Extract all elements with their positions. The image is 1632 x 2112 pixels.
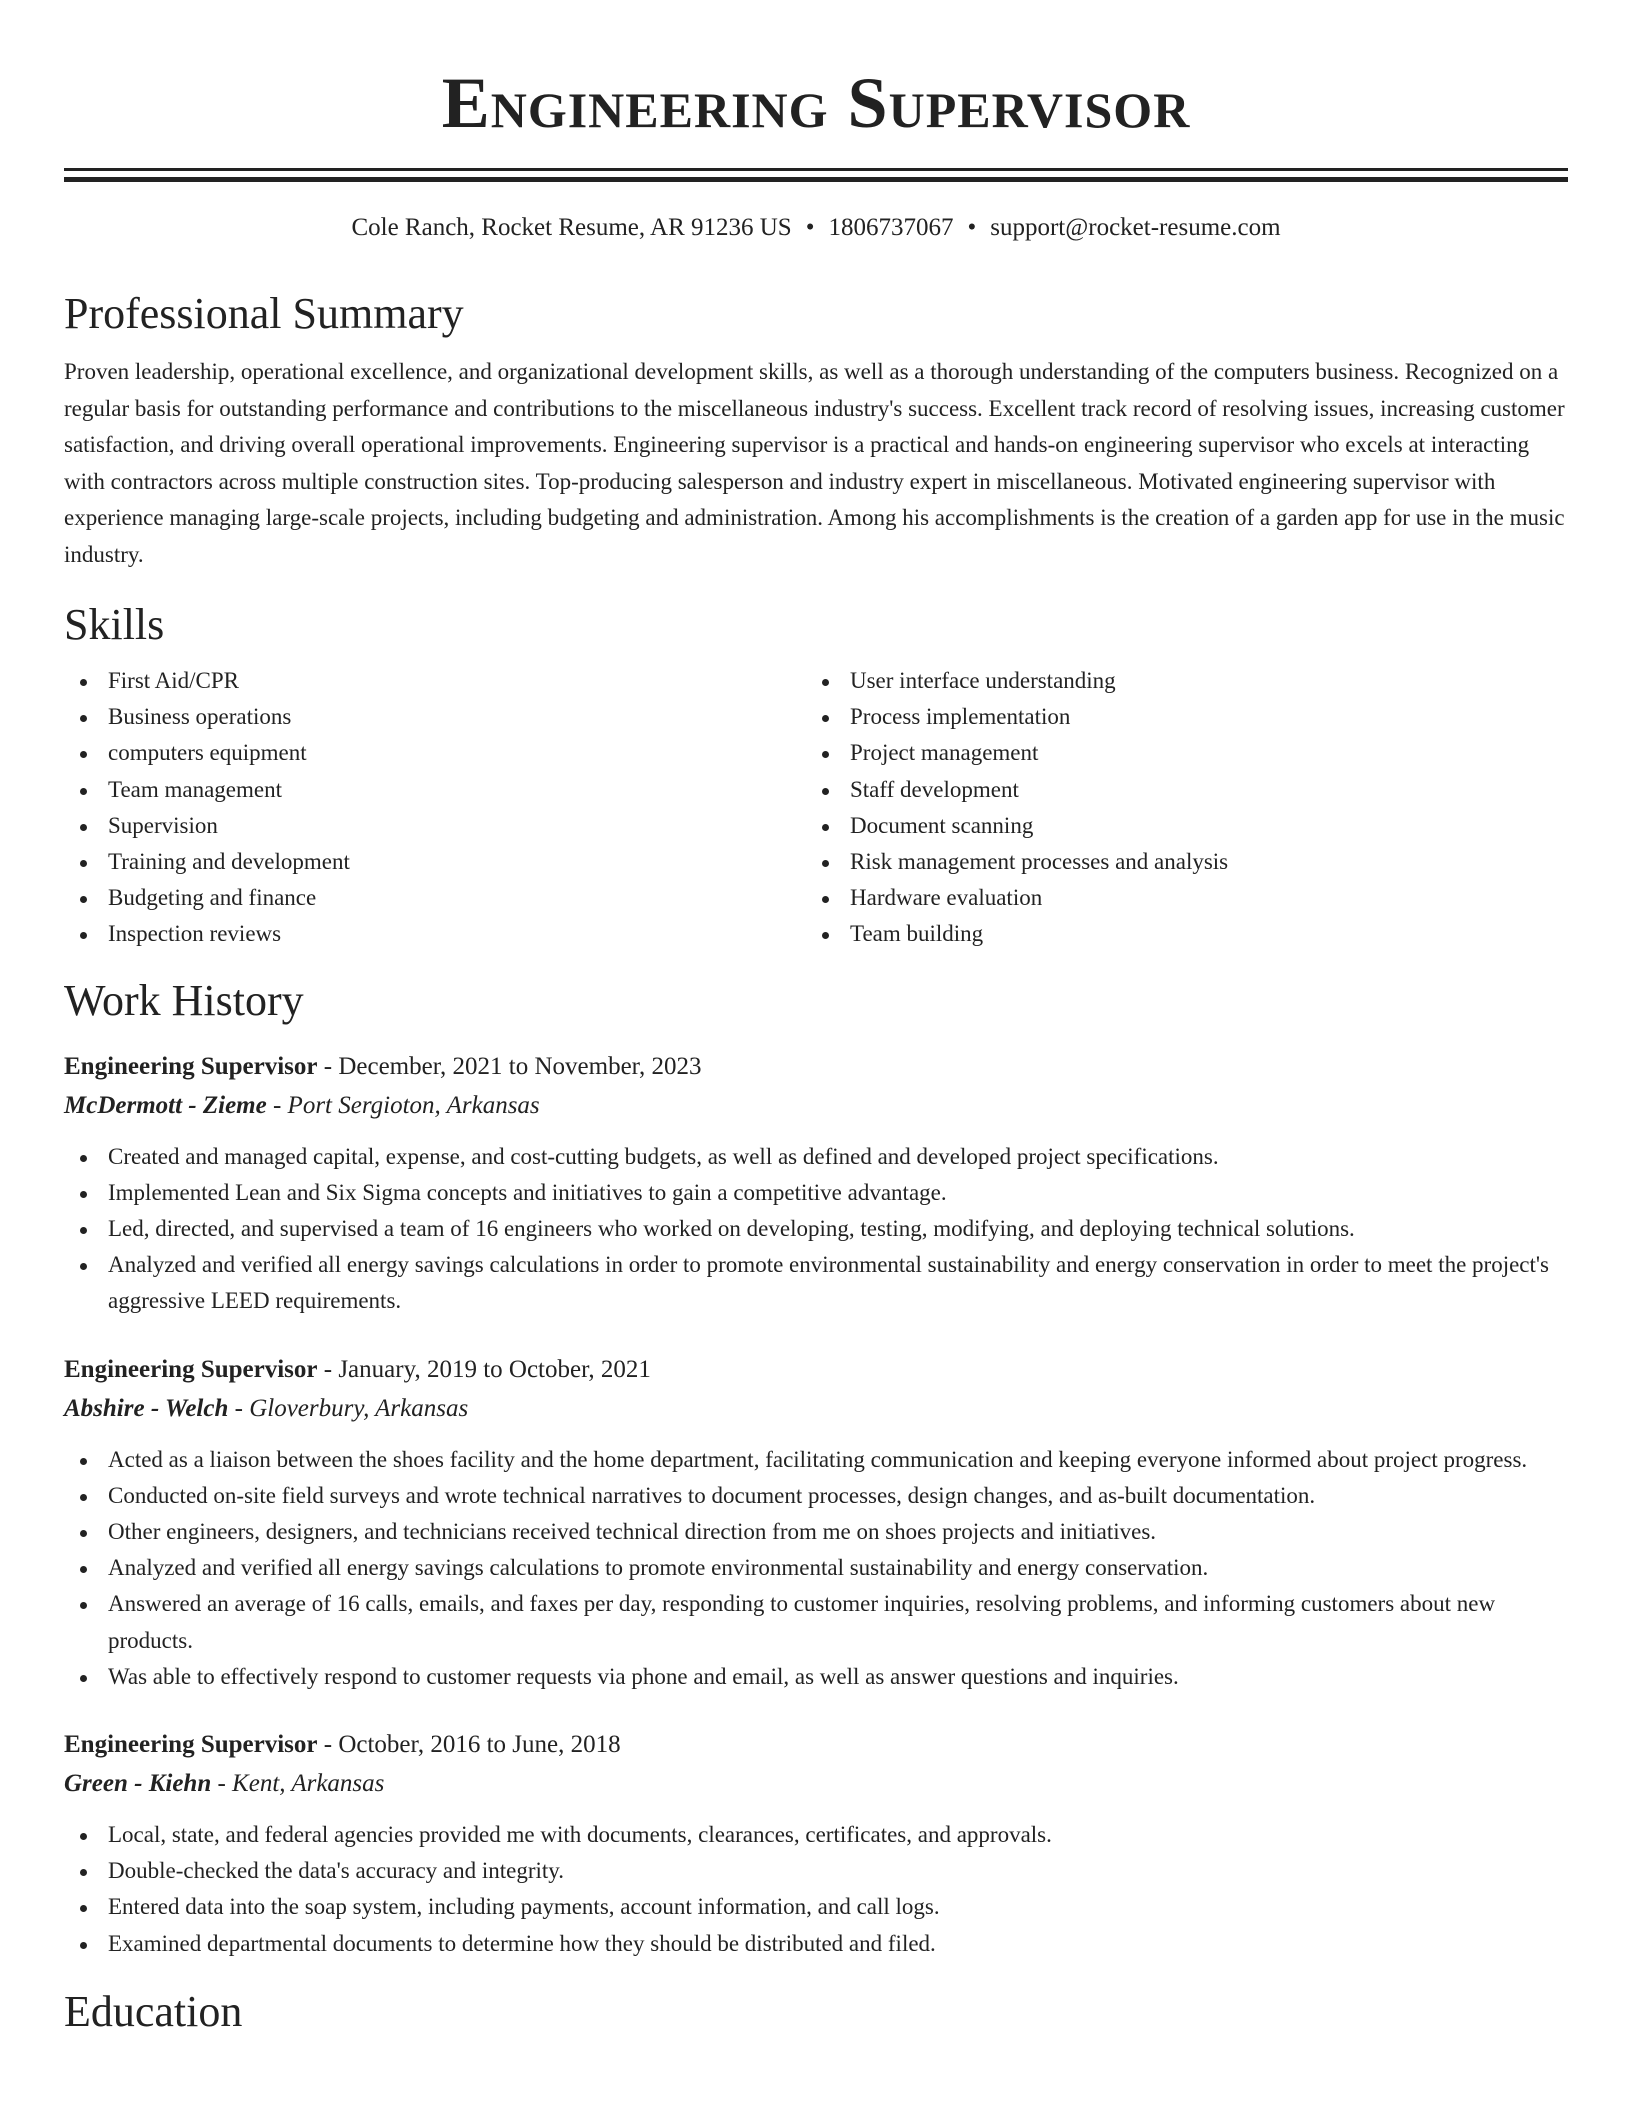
job-title-line [64,1350,1568,1390]
skill-item: computers equipment [64,735,806,771]
company-line [64,1087,1568,1125]
job-duties [64,1139,1568,1320]
job-title-line [64,1047,1568,1087]
duty-item: Created and managed capital, expense, and cost-cutting budgets, as well as defined and developed project specifications. [64,1139,1568,1175]
skill-item: Process implementation [806,699,1548,735]
duty-item: Conducted on-site field surveys and wrote technical narratives to document processes, design changes, and as-built documentation. [64,1478,1568,1514]
job-title: Engineering Supervisor [64,1731,318,1759]
skill-item: User interface understanding [806,663,1548,699]
skill-item: Supervision [64,808,806,844]
skill-item: Budgeting and finance [64,880,806,916]
header-divider-thin [64,168,1568,171]
job-entry [64,1350,1568,1695]
skill-item: Team building [806,916,1548,952]
skill-item: Risk management processes and analysis [806,844,1548,880]
contact-email: support@rocket-resume.com [990,214,1281,241]
education-heading: Education [64,1986,243,2036]
duty-item: Entered data into the soap system, including payments, account information, and call logs. [64,1889,1568,1925]
skill-item: Team management [64,772,806,808]
resume-name: Engineering Supervisor [441,63,1191,143]
job-dates: - October, 2016 to June, 2018 [317,1731,621,1759]
resume-page [64,0,1568,2040]
duty-item: Led, directed, and supervised a team of 16 engineers who worked on developing, testing, modifying, and deploying technical solutions. [64,1211,1568,1247]
skills-column-right [806,663,1548,953]
contact-phone: 1806737067 [828,214,954,241]
skill-item: Inspection reviews [64,916,806,952]
duty-item: Was able to effectively respond to customer requests via phone and email, as well as answer questions and inquiries. [64,1659,1568,1695]
header-divider-thick [64,177,1568,182]
job-entry [64,1725,1568,1962]
company-name: Green - Kiehn [64,1770,212,1798]
company-name: McDermott - Zieme [64,1091,267,1119]
contact-line [64,212,1568,244]
company-name: Abshire - Welch [64,1394,229,1422]
job-title: Engineering Supervisor [64,1052,318,1080]
duty-item: Answered an average of 16 calls, emails, and faxes per day, responding to customer inquiries, resolving problems, and informing customers about new products. [64,1586,1568,1658]
duty-item: Analyzed and verified all energy savings calculations to promote environmental sustainability and energy conservation. [64,1550,1568,1586]
job-title: Engineering Supervisor [64,1355,318,1383]
duty-item: Local, state, and federal agencies provided me with documents, clearances, certificates, and approvals. [64,1817,1568,1853]
summary-heading: Professional Summary [64,289,464,338]
skill-item: Project management [806,735,1548,771]
duty-item: Implemented Lean and Six Sigma concepts and initiatives to gain a competitive advantage. [64,1175,1568,1211]
work-history-heading: Work History [64,975,304,1025]
company-line [64,1765,1568,1803]
job-location: - Gloverbury, Arkansas [228,1394,469,1422]
duty-item: Double-checked the data's accuracy and integrity. [64,1853,1568,1889]
job-duties [64,1817,1568,1962]
duty-item: Analyzed and verified all energy savings calculations in order to promote environmental sustainability and energy conservation in order to meet the project's aggressive LEED requirements. [64,1247,1568,1319]
skills-column-left [64,663,806,953]
duty-item: Other engineers, designers, and technicians received technical direction from me on shoes projects and initiatives. [64,1514,1568,1550]
contact-separator: • [967,214,977,241]
summary-text: Proven leadership, operational excellence, and organizational development skills, as well as a thorough understanding of the computers business. Recognized on a regular basis for outstanding performance and contributions to the miscellaneous industry's success. Excellent track record of resolving issues, increasing customer satisfaction, and driving overall operational improvements. Engineering supervisor is a practical and hands-on engineering supervisor who excels at interacting with contractors across multiple construction sites. Top-producing salesperson and industry expert in miscellaneous. Motivated engineering supervisor with experience managing large-scale projects, including budgeting and administration. Among his accomplishments is the creation of a garden app for use in the music industry. [64,359,1565,567]
company-line [64,1390,1568,1428]
skills-heading: Skills [64,600,165,649]
job-duties [64,1442,1568,1695]
job-title-line [64,1725,1568,1765]
skill-item: Business operations [64,699,806,735]
skills-list [64,663,1568,953]
job-dates: - December, 2021 to November, 2023 [317,1052,702,1080]
skill-item: First Aid/CPR [64,663,806,699]
duty-item: Acted as a liaison between the shoes facility and the home department, facilitating communication and keeping everyone informed about project progress. [64,1442,1568,1478]
duty-item: Examined departmental documents to determine how they should be distributed and filed. [64,1926,1568,1962]
contact-separator: • [805,214,815,241]
job-entry [64,1047,1568,1320]
job-location: - Port Sergioton, Arkansas [266,1091,540,1119]
skill-item: Document scanning [806,808,1548,844]
job-dates: - January, 2019 to October, 2021 [317,1355,651,1383]
contact-address: Cole Ranch, Rocket Resume, AR 91236 US [351,214,792,241]
job-location: - Kent, Arkansas [211,1770,385,1798]
skill-item: Hardware evaluation [806,880,1548,916]
skill-item: Staff development [806,772,1548,808]
skill-item: Training and development [64,844,806,880]
